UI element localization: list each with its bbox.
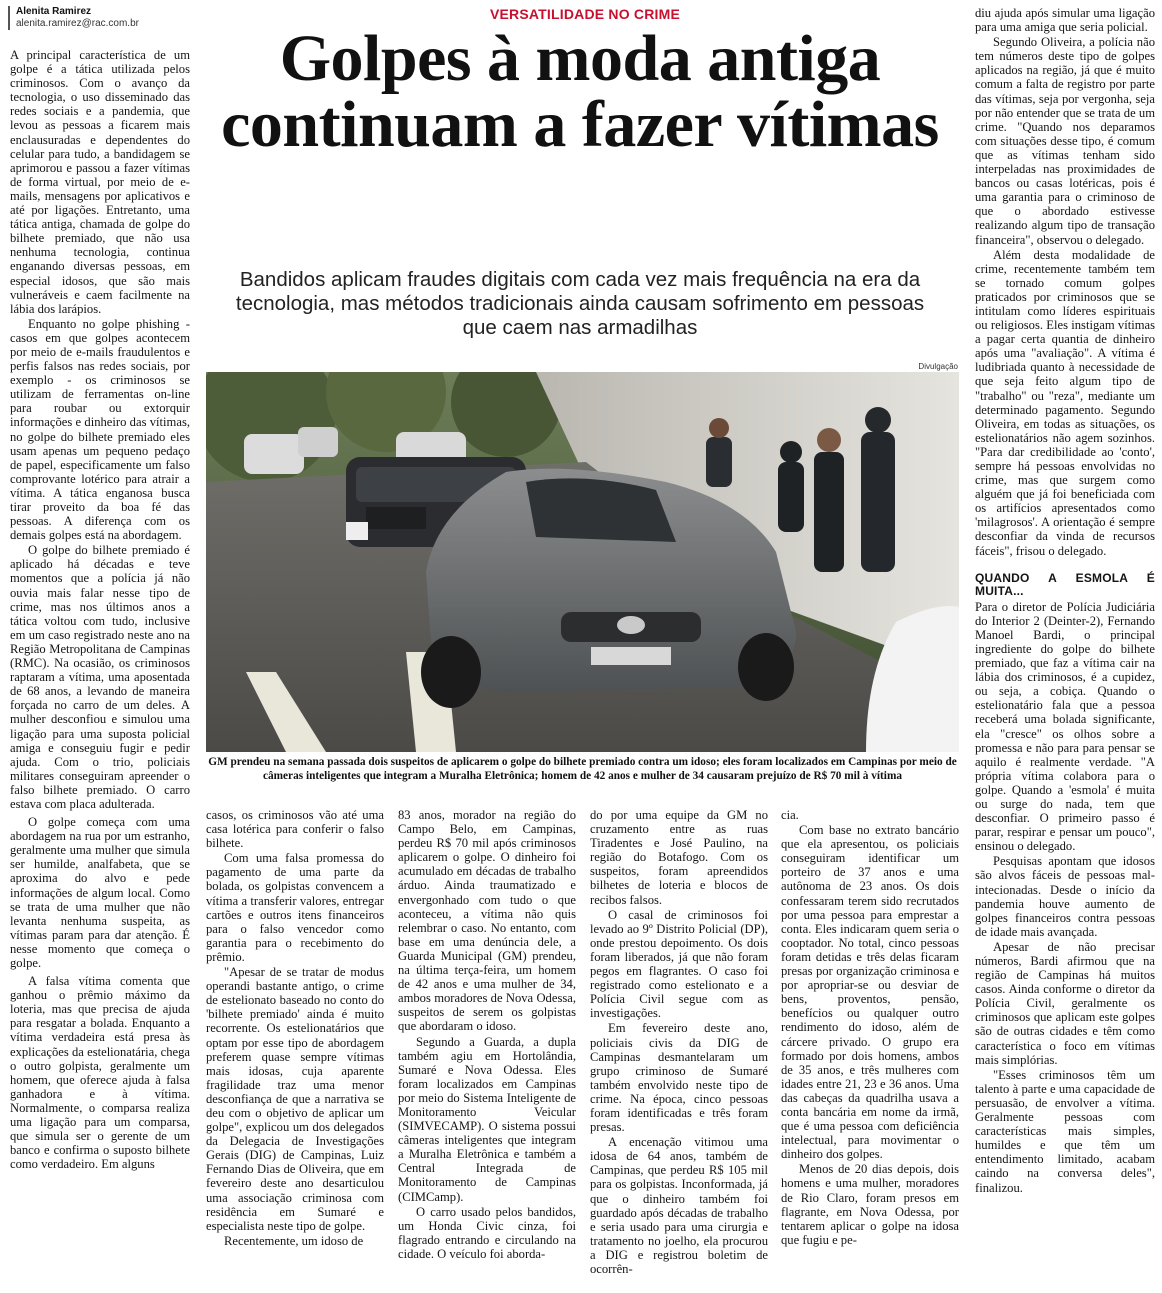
article-column-6	[975, 6, 1155, 1196]
paragraph: Recentemente, um idoso de	[224, 1233, 364, 1248]
photo-scene-icon	[206, 372, 959, 752]
paragraph: Menos de 20 dias depois, dois homens e uma mulher, moradores de Rio Claro, foram presos em flagrante, em Nova Odessa, por tentarem aplicar o golpe na idosa que fugiu e pe-	[781, 1162, 959, 1247]
paragraph: A principal característica de um golpe é a tática utilizada pelos criminosos. Com o avanço da tecnologia, o uso disseminado das redes sociais e a pandemia, que levou as pessoas a ficarem mais enclausuradas e dependentes do celular para tudo, a bandidagem se aprimorou e passou a fazer vítimas de forma virtual, por meio de e-mails, mensagens por aplicativos e até por ligações. Entretanto, uma tática antiga, chamada de golpe do bilhete premiado, que não usa nenhuma tecnologia, continua enganando diversas pessoas, em especial idosos, que são mais vulneráveis e caem facilmente na lábia dos larápios.	[10, 48, 190, 316]
article-column-5	[781, 808, 959, 1248]
byline	[8, 6, 139, 30]
article-column-2	[206, 808, 384, 1249]
paragraph: Com uma falsa promessa do pagamento de uma parte da bolada, os golpistas convencem a vítima a transferir valores, entregar cartões e outros itens financeiros para o falso vencedor como garantia para o recebimento do prêmio.	[206, 851, 384, 964]
section-kicker: VERSATILIDADE NO CRIME	[489, 6, 681, 22]
paragraph: Pesquisas apontam que idosos são alvos fáceis de pessoas mal-intecionadas. Desde o início da pandemia houve aumento de golpes financeiros contra pessoas de idade mais avançada.	[975, 854, 1155, 939]
paragraph: A falsa vítima comenta que ganhou o prêmio máximo da loteria, mas que precisa de ajuda para resgatar a bolada. Enquanto a vítima verdadeira está presa às explicações da estelionatária, chega o outro golpista, geralmente um homem, que oferece ajuda à falsa ganhadora e à vítima. Normalmente, o comparsa realiza uma ligação para um comparsa, que simula ser o gerente de um banco e confirma o suposto bilhete como verdadeiro. Em alguns	[10, 974, 190, 1172]
paragraph: Apesar de não precisar números, Bardi afirmou que na região de Campinas há muitos casos. Ainda conforme o diretor da Polícia Civil, geralmente os criminosos que aplicam este golpes são de outras cidades e têm como característica o foco em vítimas mais simplórias.	[975, 939, 1155, 1067]
paragraph: casos, os criminosos vão até uma casa lotérica para conferir o falso bilhete.	[206, 808, 384, 851]
author-name: Alenita Ramirez	[16, 6, 92, 17]
author-email[interactable]: alenita.ramirez@rac.com.br	[16, 18, 139, 29]
paragraph: Segundo Oliveira, a polícia não tem números deste tipo de golpes aplicados na região, já que é muito comum a falta de registro por parte das vítimas, seja por vergonha, seja por não entender que se trata de um crime. "Quando nos deparamos com situações desse tipo, é comum que as vítimas tenham sido interpeladas nas proximidades de bancos ou casas lotéricas, pois é uma garantia para o criminoso de que o abordado estivesse realizando algum tipo de transação financeira", observou o delegado.	[975, 35, 1155, 247]
paragraph: Em fevereiro deste ano, policiais civis da DIG de Campinas desmantelaram um grupo criminoso de Sumaré também envolvido neste tipo de crime. Na época, cinco pessoas foram identificadas e três foram presas.	[590, 1021, 768, 1135]
paragraph: cia.	[781, 808, 799, 822]
photo-credit: Divulgação	[918, 362, 958, 371]
paragraph: Além desta modalidade de crime, recentemente também tem se tornado comum golpes praticados por criminosos que se intitulam como líderes espirituais ou religiosos. Eles instigam vítimas a pagar certa quantia de dinheiro após uma "avaliação". A vítima é ludibriada quanto à necessidade de que seja feito algum tipo de "trabalho" ou "reza", mediante um determinado pagamento. Segundo Oliveira, em todas as situações, os estelionatários não agem sozinhos. "Para dar credibilidade ao 'conto', sempre há pessoas envolvidas no crime, mas que surgem como alguém que já foi beneficiada com os artifícios apresentados como 'milagrosos'. A orientação é sempre desconfiar da vinda de recursos fáceis", frisou o delegado.	[975, 247, 1155, 558]
paragraph: O golpe do bilhete premiado é aplicado há décadas e teve momentos que a polícia já não ouvia mais falar nesse tipo de crime, mas nos últimos anos a tática voltou com tudo, inclusive em um caso registrado neste ano na Região Metropolitana de Campinas (RMC). Na ocasião, os criminosos raptaram a vítima, uma aposentada de 68 anos, a levando de maneira forçada no carro de um deles. A mulher desconfiou e simulou uma ligação para uma suposta policial amiga e conseguiu fugir e pedir ajuda. Com o trio, policiais militares conseguiram apreender o falso bilhete premiado. O carro estava com placa adulterada.	[10, 543, 190, 811]
paragraph: Para o diretor de Polícia Judiciária do Interior 2 (Deinter-2), Fernando Manoel Bardi, o principal ingrediente do golpe do bilhete premiado, que faz a vítima cair na lábia dos criminosos, é a cupidez, ou seja, a cobiça. Quando o estelionatário fala que a pessoa receberá uma bolada significante, ela "cresce" os olhos sobre a promessa e não para para pensar se aquilo é realmente verdade. "A própria vítima colabora para o golpe. Quando a 'esmola' é muita ou surge do nada, tem que desconfiar. O primeiro passo é parar, respirar e pensar um pouco", ensinou o delegado.	[975, 599, 1155, 854]
paragraph: 83 anos, morador na região do Campo Belo, em Campinas, perdeu R$ 70 mil após criminosos aplicarem o golpe. O dinheiro foi acumulado em décadas de trabalho árduo. Ainda traumatizado e envergonhado com tudo o que aconteceu, a vítima não quis relembrar o caso. No entanto, com base em uma denúncia dele, a Guarda Municipal (GM) prendeu, na última terça-feira, um homem de 42 anos e uma mulher de 34, ambos moradores de Nova Odessa, suspeitos de serem os golpistas que abordaram o idoso.	[398, 808, 576, 1034]
photo-caption: GM prendeu na semana passada dois suspeitos de aplicarem o golpe do bilhete premiado contra um idoso; eles foram localizados em Campinas por meio de câmeras inteligentes que integram a Muralha Eletrônica; homem de 42 anos e mulher de 34 causaram prejuízo de R$ 70 mil à vítima	[208, 756, 957, 782]
paragraph: A encenação vitimou uma idosa de 64 anos, também de Campinas, que perdeu R$ 105 mil para os golpistas. Inconformada, já que o dinheiro também foi guardado após décadas de trabalho e seria usado para uma cirurgia e tratamento no joelho, ela procurou a DIG e registrou boletim de ocorrên-	[590, 1135, 768, 1276]
paragraph: Enquanto no golpe phishing - casos em que golpes acontecem por meio de e-mails fraudulentos e perfis falsos nas redes sociais, por exemplo - os criminosos se utilizam de ferramentas on-line para roubar ou extorquir informações e dinheiro das vítimas, no golpe do bilhete premiado eles usam apenas um pequeno pedaço de papel, especificamente um falso comprovante lotérico para atrair a vítima. A tática enganosa busca tirar proveito da boa fé das pessoas. A diferença com os demais golpes está na abordagem.	[10, 316, 190, 543]
news-photo	[206, 372, 959, 752]
paragraph: O carro usado pelos bandidos, um Honda Civic cinza, foi flagrado entrando e circulando na cidade. O veículo foi aborda-	[398, 1204, 576, 1261]
paragraph: O golpe começa com uma abordagem na rua por um estranho, geralmente uma mulher que simula ser humilde, analfabeta, que se aproxima do alvo e pede informações de algum local. Como se trata de uma mulher que não levanta nenhuma suspeita, as vítimas param para dar atenção. É nesse momento que começa o golpe.	[10, 815, 190, 970]
paragraph: diu ajuda após simular uma ligação para uma amiga que seria policial.	[975, 6, 1155, 35]
section-subtitle: QUANDO A ESMOLA É MUITA...	[975, 570, 1155, 598]
paragraph: do por uma equipe da GM no cruzamento entre as ruas Tiradentes e José Paulino, na região do Botafogo. Com os suspeitos, foram apreendidos bilhetes de loteria e blocos de recibos falsos.	[590, 808, 768, 907]
article-column-4	[590, 808, 768, 1277]
paragraph: Com base no extrato bancário que ela apresentou, os policiais conseguiram identificar um porteiro de 37 anos e uma autônoma de 23 anos. Os dois confessaram terem sido recrutados por uma pessoa para emprestar a conta. Eles indicaram quem seria o cooptador. No total, cinco pessoas foram detidas e três delas ficaram presas por organização criminosa e por apropriar-se ou desviar de bens, proventos, pensão, benefícios ou qualquer outro rendimento do idoso, além de cárcere privado. O grupo era formado por dois homens, ambos de 35 anos, e três mulheres com idades entre 21, 23 e 36 anos. Uma das cabeças da quadrilha usava a conta bancária em nome da irmã, que é uma pessoa com deficiência intelectual, para movimentar o dinheiro dos golpes.	[781, 823, 959, 1162]
paragraph: "Esses criminosos têm um talento à parte e uma capacidade de persuasão, de envolver a vítima. Geralmente pessoas com características mais simples, humildes e que têm um entendimento limitado, acabam caindo na conversa deles", finalizou.	[975, 1067, 1155, 1195]
paragraph: "Apesar de se tratar de modus operandi bastante antigo, o crime de estelionato baseado no conto do 'bilhete premiado' ainda é muito recorrente. Os estelionatários que optam por esse tipo de abordagem preferem quase sempre vítimas mais idosas, cuja aparente fragilidade traz uma menor desconfiança de que a narrativa se deu com o objetivo de aplicar um golpe", explicou um dos delegados da Delegacia de Investigações Gerais (DIG) de Campinas, Luiz Fernando Dias de Oliveira, que em fevereiro deste ano desarticulou uma associação criminosa com residência em Sumaré e especialista neste tipo de golpe.	[206, 965, 384, 1233]
paragraph: Segundo a Guarda, a dupla também agiu em Hortolândia, Sumaré e Nova Odessa. Eles foram localizados em Campinas por meio do Sistema Inteligente de Monitoramento Veicular (SIMVECAMP). O sistema possui câmeras inteligentes que integram a Muralha Eletrônica e também a Central Integrada de Monitoramento de Campinas (CIMCamp).	[398, 1034, 576, 1204]
article-column-3	[398, 808, 576, 1262]
paragraph: O casal de criminosos foi levado ao 9º Distrito Policial (DP), onde prestou depoimento. Os dois foram liberados, já que não foram pegos em flagrantes. O caso foi registrado como estelionato e a Polícia Civil segue com as investigações.	[590, 907, 768, 1021]
subheadline: Bandidos aplicam fraudes digitais com cada vez mais frequência na era da tecnologia, mas métodos tradicionais ainda causam sofrimento em pessoas que caem nas armadilhas	[235, 268, 925, 339]
headline: Golpes à moda antiga continuam a fazer vítimas	[221, 22, 939, 161]
article-column-1	[10, 48, 190, 1172]
